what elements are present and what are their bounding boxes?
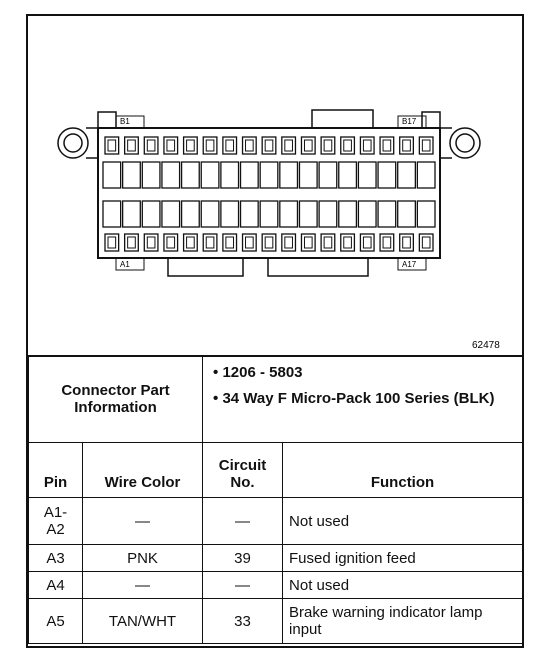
wire-color-cell: — xyxy=(83,498,203,545)
lower-mid-cavity xyxy=(162,201,180,227)
figure-id: 62478 xyxy=(472,340,500,351)
upper-mid-cavity xyxy=(378,162,396,188)
b-row-cavity-inner xyxy=(246,140,254,151)
connector-type: 34 Way F Micro-Pack 100 Series (BLK) xyxy=(222,390,495,407)
lower-mid-cavity xyxy=(299,201,317,227)
upper-mid-cavity xyxy=(319,162,337,188)
b-row-cavity-inner xyxy=(422,140,430,151)
circuit-cell: — xyxy=(203,572,283,599)
table-row xyxy=(29,498,523,545)
header-function: Function xyxy=(283,443,523,498)
pin-table xyxy=(28,355,523,644)
wire-color-cell: TAN/WHT xyxy=(83,599,203,644)
table-row xyxy=(29,545,523,572)
wire-color-cell: PNK xyxy=(83,545,203,572)
b-row-cavity-inner xyxy=(108,140,116,151)
upper-mid-cavity xyxy=(339,162,357,188)
connector-part-info-label: Connector Part Information xyxy=(29,356,203,443)
a-row-cavity-inner xyxy=(206,237,214,248)
a-row-cavity-inner xyxy=(344,237,352,248)
table-header-row xyxy=(29,443,523,498)
upper-mid-cavity xyxy=(182,162,200,188)
function-cell: Brake warning indicator lamp input xyxy=(283,599,523,644)
function-cell: Fused ignition feed xyxy=(283,545,523,572)
lower-mid-cavity xyxy=(103,201,121,227)
b-row-cavity-inner xyxy=(363,140,371,151)
label-a17: A17 xyxy=(402,260,417,269)
a-row-cavity-inner xyxy=(285,237,293,248)
upper-mid-cavity xyxy=(201,162,219,188)
b-row-cavity-inner xyxy=(128,140,136,151)
b-row-cavity-inner xyxy=(147,140,155,151)
label-b17: B17 xyxy=(402,117,417,126)
a-row-cavity-inner xyxy=(265,237,273,248)
upper-mid-cavity xyxy=(417,162,435,188)
connector-diagram xyxy=(28,16,522,355)
connector-sheet xyxy=(26,14,524,648)
upper-mid-cavity xyxy=(221,162,239,188)
upper-mid-cavity xyxy=(358,162,376,188)
lower-mid-cavity xyxy=(339,201,357,227)
upper-mid-cavity xyxy=(260,162,278,188)
b-row-cavity-inner xyxy=(383,140,391,151)
bottom-tab-right xyxy=(268,258,368,276)
top-key-tab xyxy=(312,110,373,128)
a-row-cavity-inner xyxy=(324,237,332,248)
b-row-cavity-inner xyxy=(265,140,273,151)
pin-cell: A4 xyxy=(29,572,83,599)
lower-mid-cavity xyxy=(221,201,239,227)
lower-mid-cavity xyxy=(142,201,160,227)
lower-mid-cavity xyxy=(182,201,200,227)
a-row-cavity-inner xyxy=(167,237,175,248)
upper-mid-cavity xyxy=(280,162,298,188)
upper-mid-cavity xyxy=(299,162,317,188)
lower-mid-cavity xyxy=(319,201,337,227)
lower-mid-cavity xyxy=(241,201,259,227)
b-row-cavity-inner xyxy=(285,140,293,151)
pin-cell: A3 xyxy=(29,545,83,572)
a-row-cavity-inner xyxy=(403,237,411,248)
function-cell: Not used xyxy=(283,572,523,599)
a-row-cavity-inner xyxy=(363,237,371,248)
circuit-cell: — xyxy=(203,498,283,545)
table-row xyxy=(29,572,523,599)
right-mount-ear xyxy=(450,128,480,158)
function-cell: Not used xyxy=(283,498,523,545)
lower-mid-cavity xyxy=(123,201,141,227)
lower-mid-cavity xyxy=(417,201,435,227)
lower-mid-cavity xyxy=(378,201,396,227)
lower-mid-cavity xyxy=(201,201,219,227)
a-row-cavity-inner xyxy=(422,237,430,248)
lower-mid-cavity xyxy=(260,201,278,227)
header-circuit: Circuit No. xyxy=(203,443,283,498)
upper-mid-cavity xyxy=(142,162,160,188)
a-row-cavity-inner xyxy=(108,237,116,248)
a-row-cavity-inner xyxy=(128,237,136,248)
lower-mid-cavity xyxy=(398,201,416,227)
left-mount-ear xyxy=(58,128,88,158)
a-row-cavity-inner xyxy=(226,237,234,248)
pin-cavities xyxy=(103,137,435,251)
b-row-cavity-inner xyxy=(324,140,332,151)
b-row-cavity-inner xyxy=(403,140,411,151)
upper-mid-cavity xyxy=(103,162,121,188)
b-row-cavity-inner xyxy=(187,140,195,151)
upper-mid-cavity xyxy=(241,162,259,188)
upper-mid-cavity xyxy=(398,162,416,188)
a-row-cavity-inner xyxy=(187,237,195,248)
part-number: 1206 - 5803 xyxy=(222,364,303,381)
table-row xyxy=(29,599,523,644)
b-row-cavity-inner xyxy=(226,140,234,151)
connector-body xyxy=(98,128,440,258)
b-row-cavity-inner xyxy=(304,140,312,151)
connector-figure xyxy=(28,16,522,357)
a-row-cavity-inner xyxy=(383,237,391,248)
lower-mid-cavity xyxy=(280,201,298,227)
header-pin: Pin xyxy=(29,443,83,498)
upper-mid-cavity xyxy=(123,162,141,188)
label-b1: B1 xyxy=(120,117,130,126)
a-row-cavity-inner xyxy=(246,237,254,248)
b-row-cavity-inner xyxy=(167,140,175,151)
lower-mid-cavity xyxy=(358,201,376,227)
label-a1: A1 xyxy=(120,260,130,269)
a-row-cavity-inner xyxy=(304,237,312,248)
a-row-cavity-inner xyxy=(147,237,155,248)
circuit-cell: 33 xyxy=(203,599,283,644)
upper-mid-cavity xyxy=(162,162,180,188)
circuit-cell: 39 xyxy=(203,545,283,572)
bottom-tab-left xyxy=(168,258,243,276)
left-mount-hole xyxy=(64,134,82,152)
connector-part-info-list: • 1206 - 5803 • 34 Way F Micro-Pack 100 Series (BLK) xyxy=(203,356,523,443)
header-wire-color: Wire Color xyxy=(83,443,203,498)
wire-color-cell: — xyxy=(83,572,203,599)
b-row-cavity-inner xyxy=(344,140,352,151)
pin-cell: A1-A2 xyxy=(29,498,83,545)
pin-cell: A5 xyxy=(29,599,83,644)
right-mount-hole xyxy=(456,134,474,152)
b-row-cavity-inner xyxy=(206,140,214,151)
